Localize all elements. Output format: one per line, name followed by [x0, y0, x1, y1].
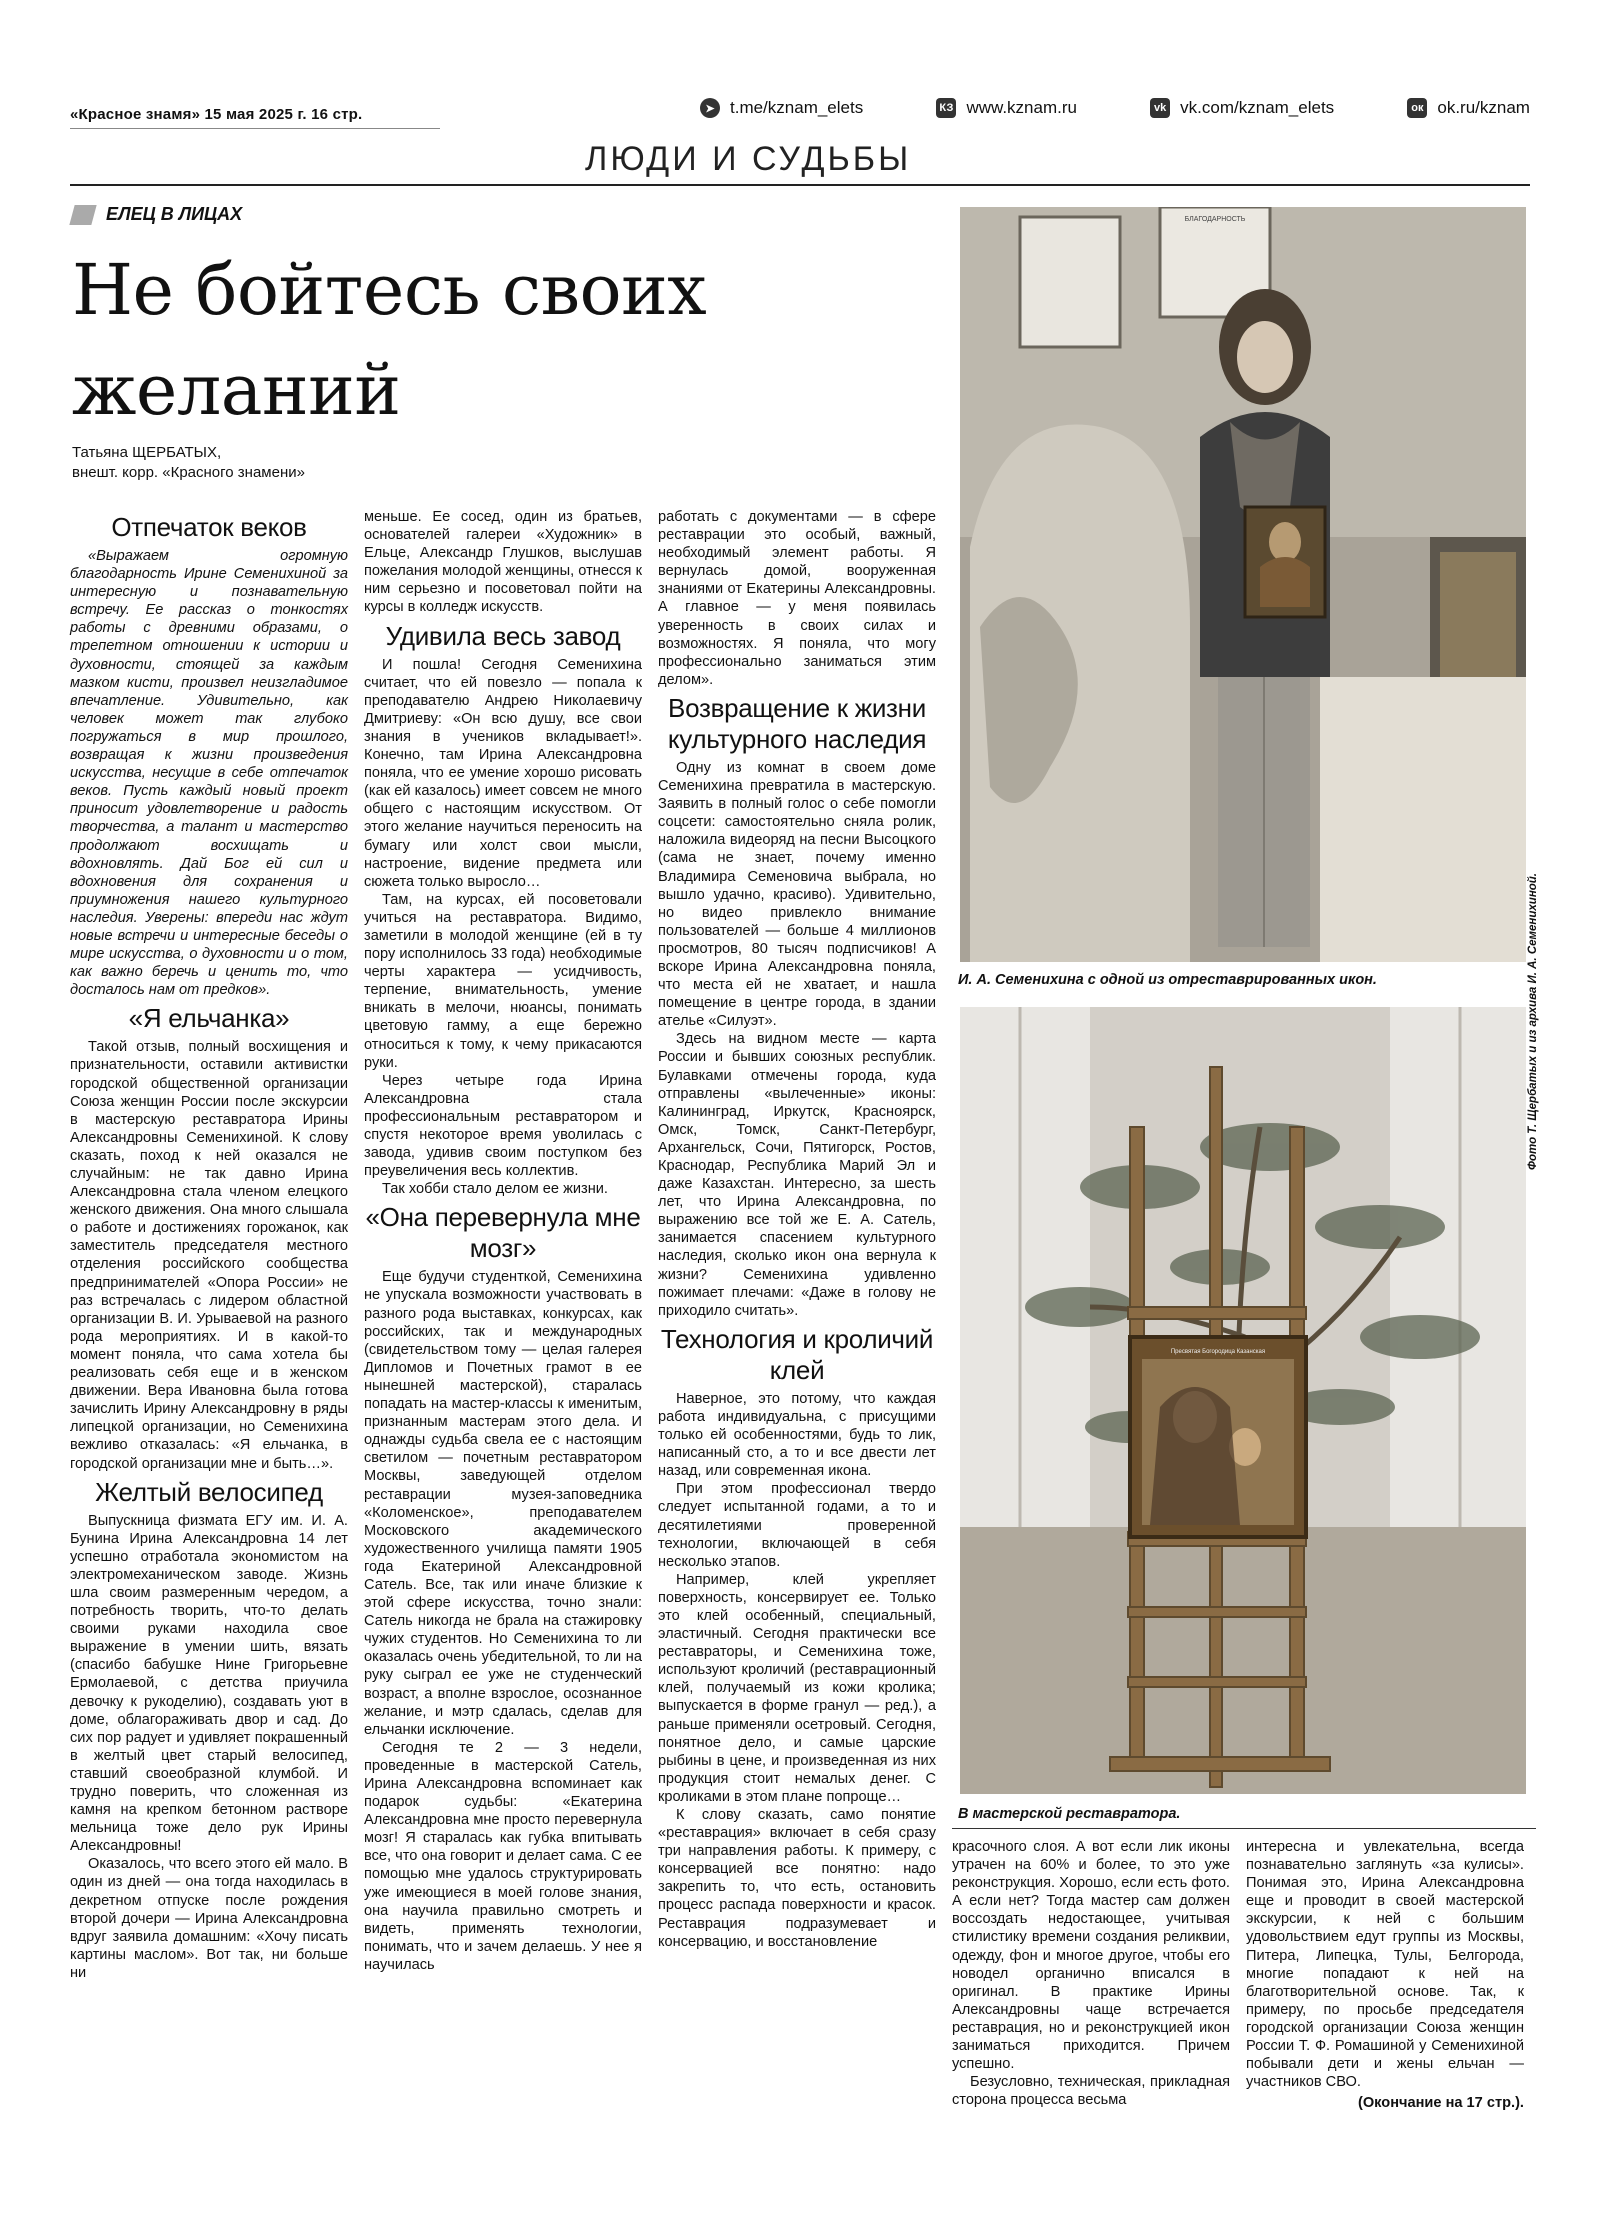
paragraph: Так хобби стало делом ее жизни.: [382, 1181, 608, 1198]
website-link-text: www.kznam.ru: [966, 98, 1077, 117]
paragraph: Такой отзыв, полный восхищения и признательности, оставили активистки городской общественной организации Союза женщин России после экскурсии в мастерскую реставратора Ирины Александровны Семенихиной. К слову сказать, поход к ней оказался не случайным: не так давно Ирина Александровна стала членом елецкого женского движения. Она много слышала о работе и достижениях горожанок, как заместитель председателя местного отделения российского сообщества предпринимателей «Опора России» не раз встречалась с лидером областной организации В. И. Урываевой на разного рода мероприятиях. И в какой-то момент поняла, что сама хотела бы реализовать себя еще и в женском движении. Вера Ивановна была готова зачислить Ирину Александровну в ряды липецкой организации, но Семенихина вежливо отказалась: «Я ельчанка, в городской организации мне и быть…».: [70, 1039, 348, 1472]
author-name: Татьяна ЩЕРБАТЫХ,: [72, 444, 222, 461]
paragraph: Здесь на видном месте — карта России и бывших союзных республик. Булавками отмечены города, куда отправлены «вылеченные» иконы: Калининград, Иркутск, Красноярск, Омск, Томск, Санкт-Петербург, Архангельск, Сочи, Пятигорск, Ростов, Краснодар, Республика Марий Эл и даже Казахстан. Интересно, за шесть лет, что Ирина Александровна, по выражению все той же Е. А. Сатель, занимается спасением культурного наследия, сколько икон она вернула к жизни? Семенихина удивленно пожимает плечами: «Даже в голову не приходило считать».: [658, 1031, 936, 1319]
vk-link-text: vk.com/kznam_elets: [1180, 98, 1335, 117]
headline-line-1: Не бойтесь своих: [72, 249, 707, 331]
ok-link-text: ok.ru/kznam: [1437, 98, 1530, 117]
paragraph: При этом профессионал твердо следует испытанной годами, а то и десятилетиями проверенной технологии, включающей в себя несколько этапов.: [658, 1481, 936, 1570]
photo-restorer-with-icon: [960, 207, 1526, 962]
subhead-rabbit-glue: Технология и кроличий клей: [660, 1323, 934, 1385]
poster-title: БЛАГОДАРНОСТЬ: [1184, 216, 1246, 223]
paragraph: Например, клей укрепляет поверхность, консервирует ее. Только это клей особенный, специальный, эластичный. Сегодня практически все реставраторы, и Семенихина тоже, используют кроличий (реставрационный клей, получаемый из кожи кролика; выпускается в форме гранул — ред.), а раньше применяли осетровый. Сегодня, понятное дело, и самые царские рыбины в цене, и произведенная из них продукция стоит немалых денег. С кроликами в этом плане попроще…: [658, 1571, 936, 1805]
article-headline: [72, 240, 872, 440]
issue-info: «Красное знамя» 15 мая 2025 г. 16 стр.: [70, 106, 363, 123]
paragraph: Одну из комнат в своем доме Семенихина превратила в мастерскую. Заявить в полный голос о себе помогли соцсети: самостоятельно сняла ролик, наложила видеоряд на песни Высоцкого (сама не знает, почему именно Владимира Семеновича выбрала, но вышло удачно, красиво). Удивительно, но видео привлекло внимание пользователей — больше 4 миллионов просмотров, 80 тысяч подписчиков! А вскоре Ирина Александровна поняла, что места ей не хватает, и нашла помещение в центре города, в здании ателье «Силуэт».: [658, 759, 936, 1030]
text-column-3: [658, 508, 936, 1951]
subhead-yellow-bicycle: Желтый велосипед: [95, 1476, 323, 1507]
icon-label: Пресвятая Богородица Казанская: [1170, 1349, 1266, 1355]
paragraph: красочного слоя. А вот если лик иконы утрачен на 60% и более, то это уже реконструкция. Хорошо, если есть фото. А если нет? Тогда мастер сам должен воссоздать недостающее, учитывая стилистику времени создания реликвии, одежду, фон и многое другое, чтобы его новодел органично вписался в оригинал. В практике Ирины Александровны чаще встречается реставрация, но и реконструкцией икон заниматься приходится. Причем успешно.: [952, 1839, 1230, 2073]
photo-bottom-divider: [952, 1828, 1536, 1829]
social-links: [700, 98, 1530, 118]
website-icon: КЗ: [936, 98, 956, 118]
photo-workshop-illustration: [960, 1007, 1526, 1794]
photo-credit: Фото Т. Щербатых и из архива И. А. Семенихиной.: [1527, 872, 1539, 1170]
photo-workshop-easel: [960, 1007, 1526, 1794]
paragraph: К слову сказать, само понятие «реставрация» включает в себя сразу три направления работы. К примеру, с консервацией все понятно: надо закрепить то, что есть, остановить процесс распада поверхности и красок. Реставрация подразумевает и консервацию, и восстановление: [658, 1807, 936, 1950]
subhead-yelchanka: «Я ельчанка»: [128, 1003, 290, 1034]
vk-link[interactable]: [1150, 98, 1334, 118]
subhead-imprint: Отпечаток веков: [111, 512, 307, 542]
text-column-4: [952, 1838, 1230, 2109]
photo-restorer-illustration: [960, 207, 1526, 962]
photo-caption-2: В мастерской реставратора.: [958, 1806, 1181, 1822]
byline: [72, 443, 305, 483]
paragraph: Выпускница физмата ЕГУ им. И. А. Бунина Ирина Александровна 14 лет успешно отработала экономистом на электромеханическом заводе. Жизнь шла своим размеренным чередом, а потребность творить, что-то делать своими руками находила свое выражение в умении шить, вязать (спасибо бабушке Нине Григорьевне Ермолаевой, с детства приучила девочку к рукоделию), создавать уют в доме, облагораживать двор и сад. До сих пор радует и удивляет покрашенный в желтый цвет старый велосипед, ставший своеобразной клумбой. И трудно поверить, что сложенная из камня на крепком бетонном растворе мельница тоже дело рук Ирины Александровны!: [70, 1512, 348, 1855]
section-tag-marker-icon: [69, 205, 96, 225]
ok-link[interactable]: [1407, 98, 1530, 118]
subhead-turned-my-mind: «Она перевернула мне мозг»: [365, 1202, 641, 1264]
section-tag-label: ЕЛЕЦ В ЛИЦАХ: [106, 204, 243, 224]
paragraph: работать с документами — в сфере реставрации это особый, важный, необходимый элемент работы. Я вернулась домой, вооруженная знаниями от Екатерины Александровны. А главное — у меня появилась уверенность в своих силах и возможностях. Я поняла, что могу профессионально заниматься этим делом».: [658, 509, 936, 688]
paragraph: Наверное, это потому, что каждая работа индивидуальна, с присущими только ей особенностями, будь то лик, написанный сто, а то и все двести лет назад, или современная икона.: [658, 1390, 936, 1480]
subhead-heritage: Возвращение к жизни культурного наследия: [667, 692, 927, 754]
paragraph: «Выражаем огромную благодарность Ирине Семенихиной за интересную и познавательную встречу. Ее рассказ о тонкостях работы с древними образами, о трепетном отношении к истории и духовности, стоящей за каждым мазком кисти, произвел неизгладимое впечатление. Удивительно, как человек может так глубоко погружаться в мир прошлого, возвращая к жизни произведения искусства, несущие в себе отпечаток веков. Пусть каждый новый проект приносит удовлетворение и радость творчества, а талант и мастерство продолжают восхищать и вдохновлять. Дай Бог ей сил и вдохновения для сохранения и приумножения нашего культурного наследия. Уверены: впереди нас ждут новые встречи и интересные беседы о мире искусства, о духовности и о том, как важно беречь и ценить то, что досталось нам от предков».: [70, 548, 348, 999]
headline-line-2: желаний: [72, 349, 401, 431]
paragraph: Оказалось, что всего этого ей мало. В один из дней — она тогда находилась в декретном отпуске после рождения второй дочери — Ирина Александровна вдруг заявила домашним: «Хочу писать картины маслом». Вот так, ни больше ни: [70, 1856, 348, 1981]
telegram-link-text: t.me/kznam_elets: [730, 98, 864, 117]
paragraph: Еще будучи студенткой, Семенихина не упускала возможности участвовать в разного рода выставках, конкурсах, как российских, так и международных (свидетельством тому — целая галерея Дипломов и Почетных грамот в ее нынешней мастерской), старалась попадать на мастер-классы к именитым, признанным мастерам этого дела. И однажды судьба свела ее с настоящим светилом — почетным реставратором Москвы, заведующей отделом реставрации музея-заповедника «Коломенское», преподавателем Московского академического художественного училища памяти 1905 года Екатериной Александровной Сатель. Все, так или иначе близкие к этой сфере искусства, точно знали: Сатель никогда не брала на стажировку чужих студентов. Но Семенихина то ли оказалась очень убедительной, то ли на руку сыграл ее уже не студенческий возраст, а вполне взрослое, осознанное желание, и мэтр сдалась, сделав для ельчанки исключение.: [364, 1269, 642, 1738]
photo-caption-1: И. А. Семенихина с одной из отреставрированных икон.: [958, 972, 1377, 988]
section-tag: [72, 204, 242, 225]
paragraph: И пошла! Сегодня Семенихина считает, что ей повезло — попала к преподавателю Андрею Николаевичу Дмитриеву: «Он всю душу, все свои знания в учеников вкладывает!». Конечно, там Ирина Александровна поняла, что ее умение хорошо рисовать (как ей казалось) имеет совсем не много общего с настоящим искусством. От этого желание научиться переносить на бумагу или холст свои мысли, настроение, видение предмета или сюжета только выросло…: [364, 656, 642, 890]
author-role: внешт. корр. «Красного знамени»: [72, 464, 305, 481]
subhead-surprised-factory: Удивила весь завод: [385, 620, 621, 651]
page-rubric: ЛЮДИ И СУДЬБЫ: [585, 140, 912, 178]
telegram-link[interactable]: [700, 98, 863, 118]
continuation-note[interactable]: (Окончание на 17 стр.).: [1357, 2095, 1524, 2112]
paragraph: Через четыре года Ирина Александровна стала профессиональным реставратором и спустя некоторое время уволилась с завода, удивив своим поступком без преувеличения весь коллектив.: [364, 1072, 642, 1180]
paragraph: меньше. Ее сосед, один из братьев, основателей галереи «Художник» в Ельце, Александр Глушков, выслушав пожелания молодой женщины, отнесся к ним серьезно и посоветовал пойти на курсы в колледж искусств.: [364, 509, 642, 616]
text-column-1: [70, 508, 348, 1982]
telegram-icon: ➤: [700, 98, 720, 118]
paragraph: интересна и увлекательна, всегда познавательно заглянуть «за кулисы». Понимая это, Ирина Александровна еще и проводит в своей мастерской экскурсии, к ней с большим удовольствием едут группы из Москвы, Питера, Липецка, Тулы, Белгорода, многие попадают к ней на благотворительной основе. Так, к примеру, по просьбе председателя городской организации Союза женщин России Т. Ф. Ромашиной у Семенихиной побывали дети и жены ельчан — участников СВО.: [1246, 1839, 1524, 2091]
rubric-divider: [70, 184, 1530, 186]
ok-icon: ок: [1407, 98, 1427, 118]
text-column-5: [1246, 1838, 1524, 2112]
website-link[interactable]: [936, 98, 1077, 118]
vk-icon: vk: [1150, 98, 1170, 118]
masthead-bar: [70, 98, 1530, 128]
paragraph: Сегодня те 2 — 3 недели, проведенные в мастерской Сатель, Ирина Александровна вспоминает как подарок судьбы: «Екатерина Александровна мне просто перевернула мозг! Я старалась как губка впитывать все, что она говорит и делает сама. С ее помощью мне удалось структурировать уже имеющиеся в моей голове знания, она научила правильно смотреть и видеть, применять технологии, понимать, что и зачем делаешь. У нее я научилась: [364, 1739, 642, 1973]
text-column-2: [364, 508, 642, 1974]
issue-underline: [70, 128, 440, 129]
paragraph: Безусловно, техническая, прикладная сторона процесса весьма: [952, 2074, 1230, 2109]
paragraph: Там, на курсах, ей посоветовали учиться на реставратора. Видимо, заметили в молодой женщине (ей в ту пору исполнилось 33 года) необходимые черты характера — усидчивость, терпение, внимательность, умение вникать в мелочи, нюансы, понимать цветовую гамму, а еще бережно относиться к тому, к чему прикасаются руки.: [364, 891, 642, 1071]
